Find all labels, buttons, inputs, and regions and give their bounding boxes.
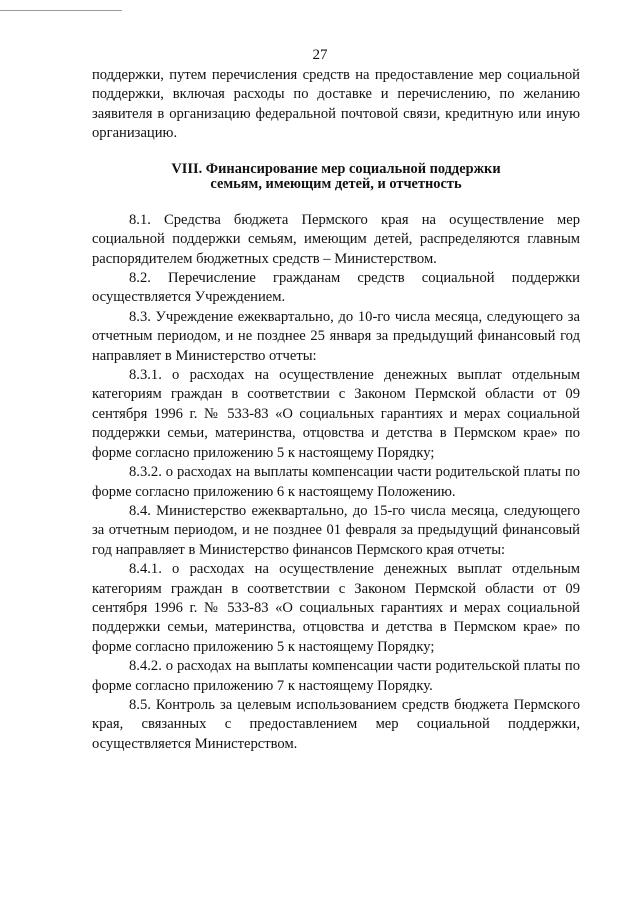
intro-paragraph: поддержки, путем перечисления средств на предоставление мер социальной поддержки, включая расходы по доставке и перечислению, по желанию заявителя в организацию федеральной почтовой связи, кредитную или иную организацию. [92, 67, 580, 142]
paragraph-8-3-2: 8.3.2. о расходах на выплаты компенсации части родительской платы по форме согласно приложению 6 к настоящему Положению. [92, 464, 580, 500]
paragraph-8-4-1: 8.4.1. о расходах на осуществление денежных выплат отдельным категориям граждан в соответствии с Законом Пермской области от 09 сентября 1996 г. № 533-83 «О социальных гарантиях и мерах социальной поддержки семьи, материнства, отцовства и детства в Пермском крае» по форме согласно приложению 5 к настоящему Порядку; [92, 561, 580, 655]
document-body [92, 66, 580, 754]
section-heading-line-2: семьям, имеющим детей, и отчетность [210, 176, 462, 193]
paragraph-8-2: 8.2. Перечисление гражданам средств социальной поддержки осуществляется Учреждением. [92, 270, 580, 306]
paragraph-8-4-2: 8.4.2. о расходах на выплаты компенсации части родительской платы по форме согласно приложению 7 к настоящему Порядку. [92, 658, 580, 694]
paragraph-8-3-1: 8.3.1. о расходах на осуществление денежных выплат отдельным категориям граждан в соответствии с Законом Пермской области от 09 сентября 1996 г. № 533-83 «О социальных гарантиях и мерах социальной поддержки семьи, материнства, отцовства и детства в Пермском крае» по форме согласно приложению 5 к настоящему Порядку; [92, 367, 580, 461]
page-number: 27 [312, 47, 328, 63]
top-rule [0, 10, 122, 11]
paragraph-8-1: 8.1. Средства бюджета Пермского края на осуществление мер социальной поддержки семьям, имеющим детей, распределяются главным распорядителем бюджетных средств – Министерством. [92, 211, 580, 267]
paragraph-8-4: 8.4. Министерство ежеквартально, до 15-го числа месяца, следующего за отчетным периодом, и не позднее 01 февраля за предыдущий финансовый год направляет в Министерство финансов Пермского края отчеты: [92, 502, 580, 558]
paragraph-8-3: 8.3. Учреждение ежеквартально, до 10-го числа месяца, следующего за отчетным периодом, и не позднее 25 января за предыдущий финансовый год направляет в Министерство отчеты: [92, 308, 580, 364]
section-heading-line-1: VIII. Финансирование мер социальной поддержки [171, 160, 501, 177]
paragraph-8-5: 8.5. Контроль за целевым использованием средств бюджета Пермского края, связанных с предоставлением мер социальной поддержки, осуществляется Министерством. [92, 696, 580, 752]
section-heading [92, 162, 580, 193]
